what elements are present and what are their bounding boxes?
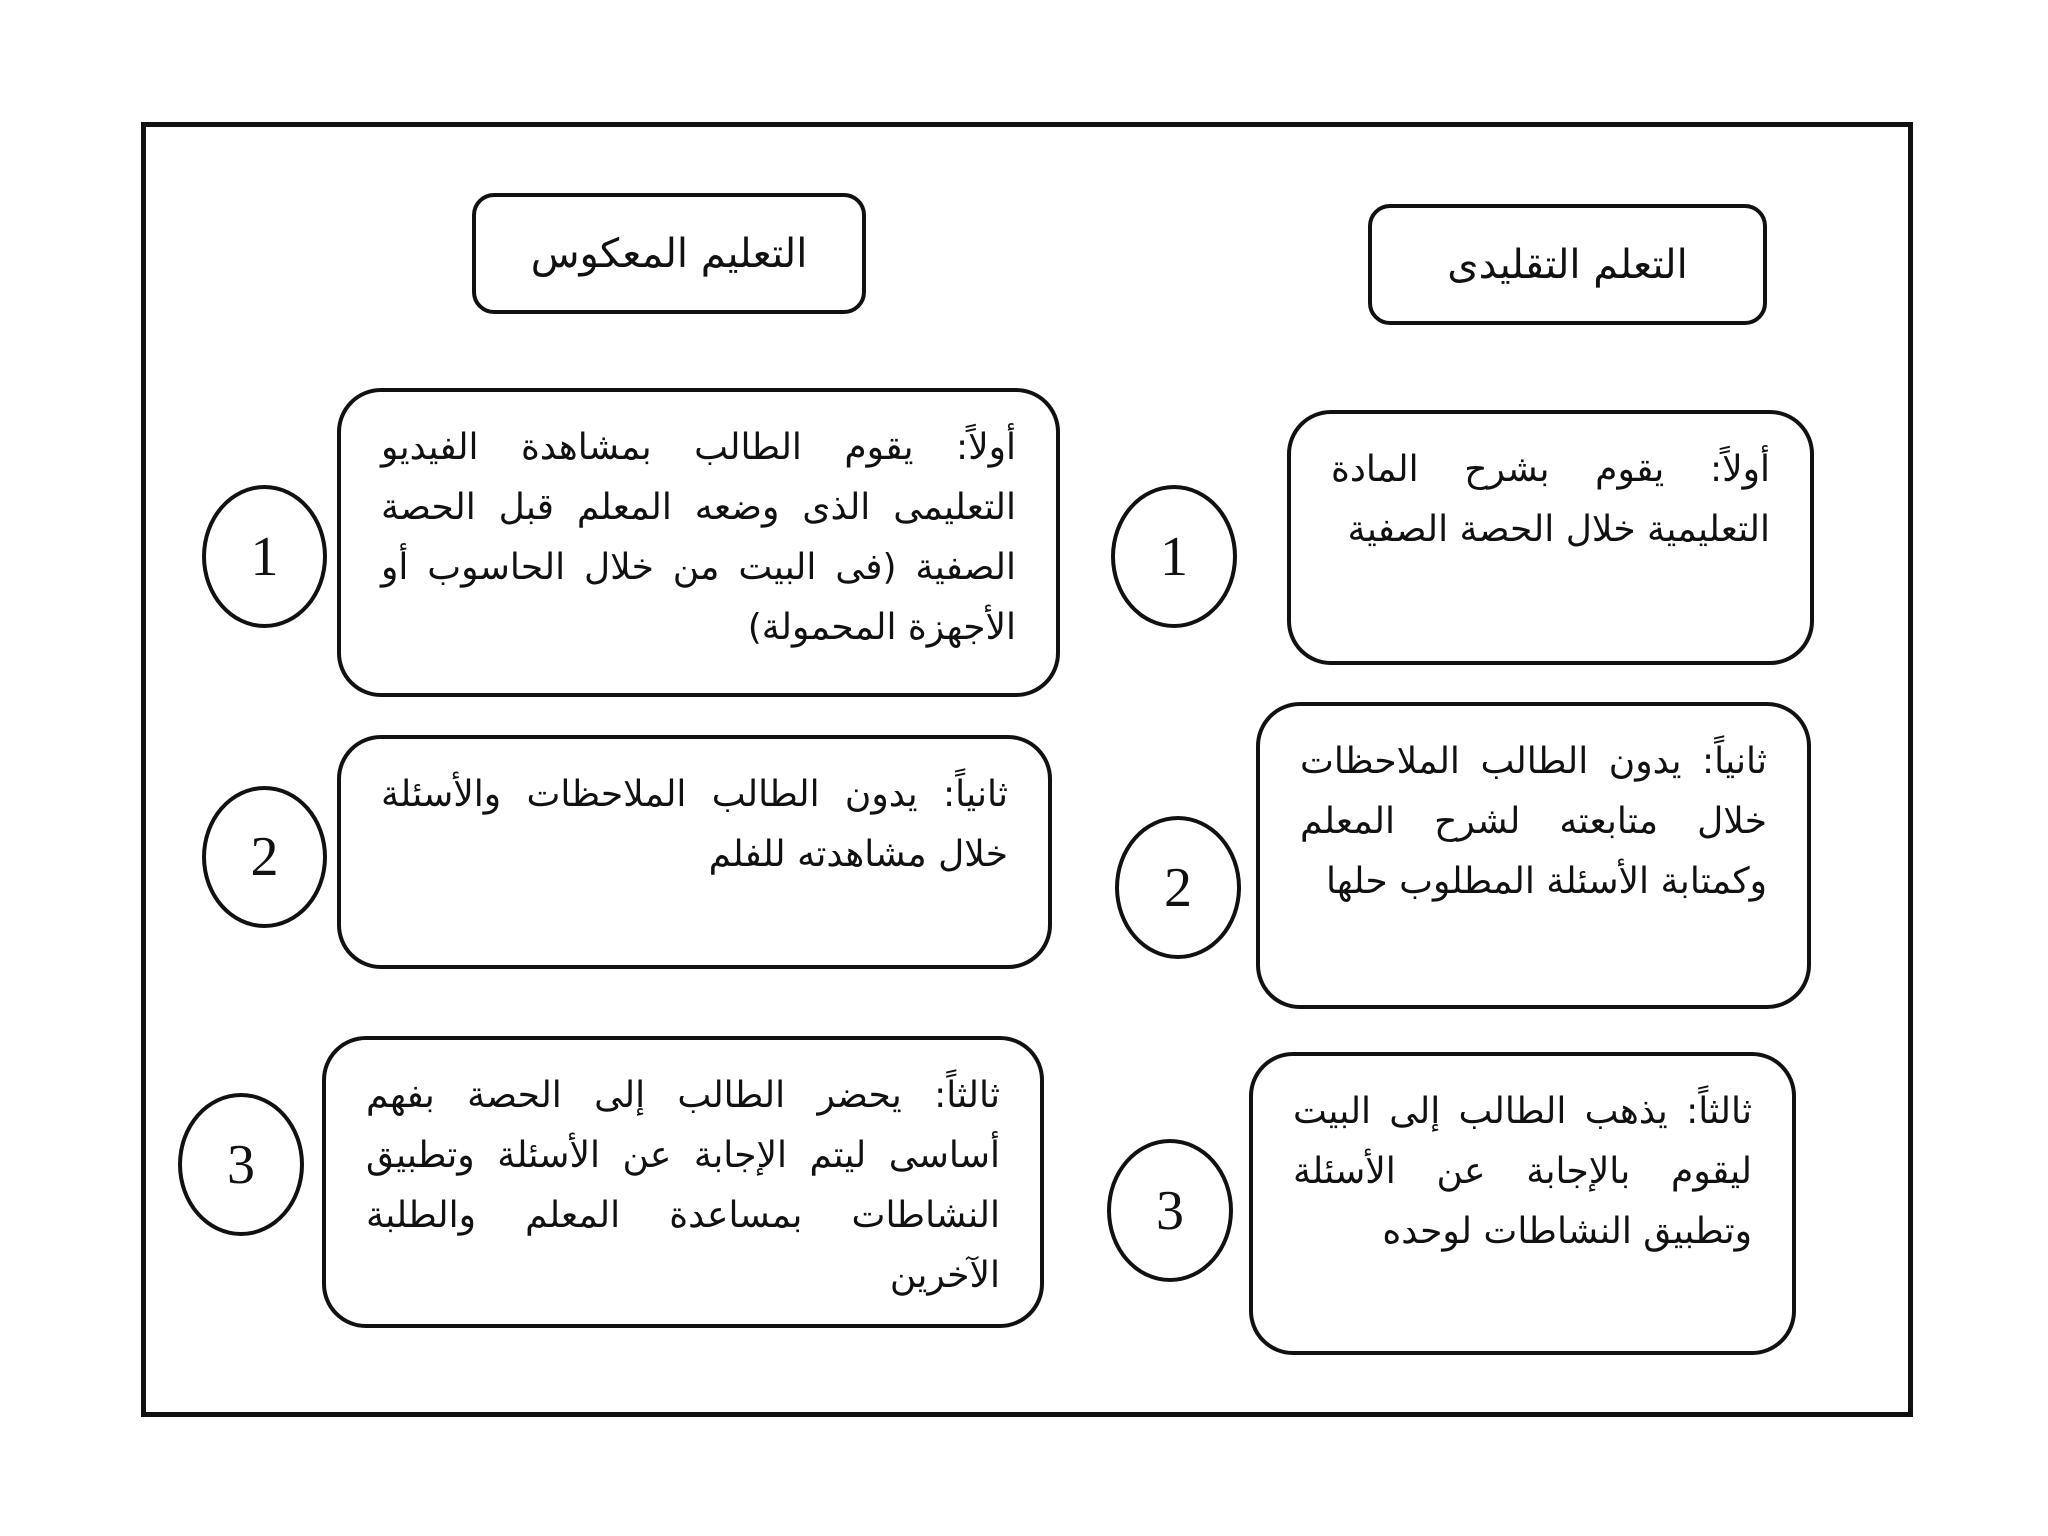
- traditional-step-3-box: ثالثاً: يذهب الطالب إلى البيت ليقوم بالإجابة عن الأسئلة وتطبيق النشاطات لوحده: [1249, 1052, 1796, 1355]
- traditional-step-1-number: 1: [1111, 485, 1237, 628]
- traditional-step-1-box: أولاً: يقوم بشرح المادة التعليمية خلال الحصة الصفية: [1287, 410, 1814, 665]
- flipped-step-1-box: أولاً: يقوم الطالب بمشاهدة الفيديو التعليمى الذى وضعه المعلم قبل الحصة الصفية (فى البيت من خلال الحاسوب أو الأجهزة المحمولة): [337, 388, 1060, 697]
- flipped-step-3-box: ثالثاً: يحضر الطالب إلى الحصة بفهم أساسى ليتم الإجابة عن الأسئلة وتطبيق النشاطات بمساعدة المعلم والطلبة الآخرين: [322, 1036, 1044, 1328]
- flipped-step-2-box: ثانياً: يدون الطالب الملاحظات والأسئلة خلال مشاهدته للفلم: [337, 735, 1052, 969]
- flipped-learning-header: التعليم المعكوس: [472, 193, 866, 314]
- flipped-step-3-number: 3: [178, 1093, 304, 1236]
- flipped-step-2-number: 2: [202, 786, 327, 928]
- flipped-step-1-number: 1: [202, 485, 327, 628]
- traditional-learning-header: التعلم التقليدى: [1368, 204, 1767, 325]
- traditional-step-2-box: ثانياً: يدون الطالب الملاحظات خلال متابعته لشرح المعلم وكمتابة الأسئلة المطلوب حلها: [1256, 702, 1811, 1009]
- traditional-step-2-number: 2: [1115, 816, 1241, 959]
- traditional-step-3-number: 3: [1107, 1139, 1233, 1282]
